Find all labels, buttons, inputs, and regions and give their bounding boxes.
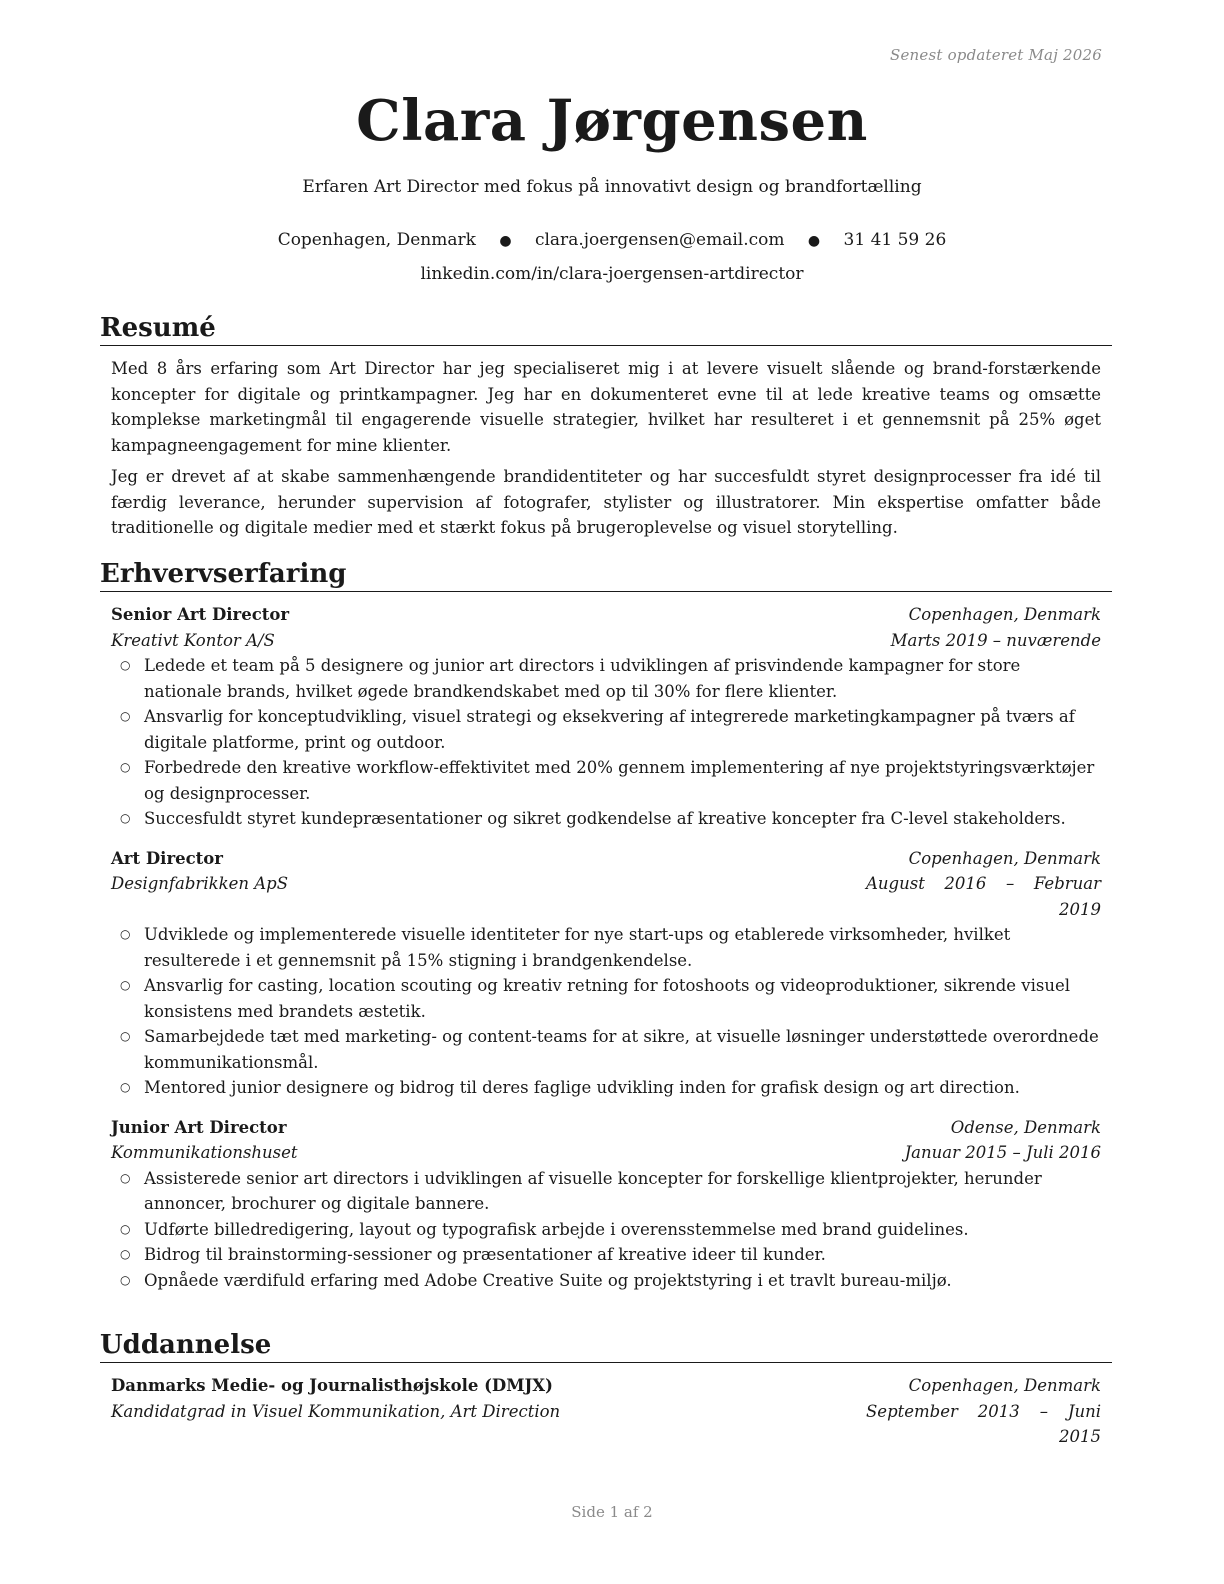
circle-bullet-icon: ○ (120, 760, 131, 774)
job-company: Designfabrikken ApS (111, 874, 289, 893)
job-entry (111, 602, 1101, 832)
contact-location: Copenhagen, Denmark (277, 230, 476, 250)
list-item: ○ Succesfuldt styret kundepræsentationer og sikret godkendelse af kreative koncepter fra C-level stakeholders. (111, 806, 1101, 832)
circle-bullet-icon: ○ (120, 811, 131, 825)
contact-phone: 31 41 59 26 (843, 230, 947, 250)
job-location: Copenhagen, Denmark (908, 605, 1101, 624)
job-dates: August 2016 – Februar 2019 (866, 874, 1101, 919)
circle-bullet-icon: ○ (120, 1029, 131, 1043)
school-name: Danmarks Medie- og Journalisthøjskole (DMJX) (111, 1376, 553, 1395)
circle-bullet-icon: ○ (120, 658, 131, 672)
candidate-name: Clara Jørgensen (356, 88, 868, 154)
job-dates: Marts 2019 – nuværende (890, 630, 1101, 650)
job-entry (111, 846, 1101, 1101)
list-item: ○ Bidrog til brainstorming-sessioner og præsentationer af kreative ideer til kunder. (111, 1242, 1101, 1268)
job-bullets (111, 1166, 1101, 1294)
job-company: Kommunikationshuset (111, 1143, 298, 1162)
tagline: Erfaren Art Director med fokus på innovativt design og brandfortælling (302, 177, 922, 197)
education-dates: September 2013 – Juni 2015 (866, 1401, 1101, 1446)
list-item: ○ Udviklede og implementerede visuelle identiteter for nye start-ups og etablerede virksomheder, hvilket resulterede i et gennemsnit på 15% stigning i brandgenkendelse. (111, 922, 1101, 973)
list-item: ○ Opnåede værdifuld erfaring med Adobe Creative Suite og projektstyring i et travlt bureau-miljø. (111, 1268, 1101, 1294)
list-item: ○ Samarbejdede tæt med marketing- og content-teams for at sikre, at visuelle løsninger understøttede overordnede kommunikationsmål. (111, 1024, 1101, 1075)
job-location: Copenhagen, Denmark (908, 848, 1101, 868)
circle-bullet-icon: ○ (120, 1170, 131, 1185)
education-section (100, 1329, 1112, 1464)
bullet-separator-icon: ● (807, 233, 821, 249)
job-company: Kreativt Kontor A/S (111, 630, 275, 650)
contact-email[interactable]: clara.joergensen@email.com (534, 230, 785, 250)
section-title-education: Uddannelse (100, 1329, 1112, 1363)
contact-line (0, 227, 1224, 254)
list-item: ○ Assisterede senior art directors i udviklingen af visuelle koncepter for forskellige klientprojekter, herunder annoncer, brochurer og digitale bannere. (111, 1166, 1101, 1217)
job-bullets (111, 922, 1101, 1101)
degree: Kandidatgrad in Visuel Kommunikation, Art Direction (111, 1401, 561, 1421)
job-bullets (111, 653, 1101, 832)
bullet-separator-icon: ● (499, 233, 512, 249)
school-location: Copenhagen, Denmark (908, 1376, 1101, 1395)
circle-bullet-icon: ○ (120, 709, 131, 723)
page-number: Side 1 af 2 (571, 1503, 653, 1521)
circle-bullet-icon: ○ (120, 978, 131, 992)
section-title-summary: Resumé (100, 312, 1112, 346)
circle-bullet-icon: ○ (120, 1247, 131, 1261)
job-location: Odense, Denmark (950, 1117, 1101, 1137)
summary-paragraph: Med 8 års erfaring som Art Director har jeg specialiseret mig i at levere visuelt slående og brand-forstærkende koncepter for digitale og printkampagner. Jeg har en dokumenteret evne til at lede kreative teams og omsætte komplekse marketingmål til engagerende visuelle strategier, hvilket har resulteret i et gennemsnit på 25% øget kampagneengagement for mine klienter. (111, 359, 1101, 455)
job-title: Senior Art Director (111, 605, 290, 624)
list-item: ○ Udførte billedredigering, layout og typografisk arbejde i overensstemmelse med brand guidelines. (111, 1217, 1101, 1243)
list-item: ○ Forbedrede den kreative workflow-effektivitet med 20% gennem implementering af nye projektstyringsværktøjer og designprocesser. (111, 755, 1101, 806)
last-updated-note: Senest opdateret Maj 2026 (889, 46, 1102, 64)
circle-bullet-icon: ○ (120, 927, 131, 941)
section-title-experience: Erhvervserfaring (100, 558, 1112, 592)
experience-section (100, 558, 1112, 1307)
education-entry (111, 1373, 1101, 1450)
list-item: ○ Ansvarlig for casting, location scouting og kreativ retning for fotoshoots og videoproduktioner, sikrende visuel konsistens med brandets æstetik. (111, 973, 1101, 1024)
list-item: ○ Mentored junior designere og bidrog til deres faglige udvikling inden for grafisk design og art direction. (111, 1075, 1101, 1101)
linkedin-link[interactable]: linkedin.com/in/clara-joergensen-artdirector (420, 264, 804, 284)
list-item: ○ Ledede et team på 5 designere og junior art directors i udviklingen af prisvindende kampagner for store nationale brands, hvilket øgede brandkendskabet med op til 30% for flere klienter. (111, 653, 1101, 704)
summary-paragraph: Jeg er drevet af at skabe sammenhængende brandidentiteter og har succesfuldt styret designprocesser fra idé til færdig leverance, herunder supervision af fotografer, stylister og illustratorer. Min ekspertise omfatter både traditionelle og digitale medier med et stærkt fokus på brugeroplevelse og visuel storytelling. (111, 467, 1101, 537)
job-entry (111, 1115, 1101, 1294)
summary-section (100, 312, 1112, 547)
circle-bullet-icon: ○ (120, 1080, 131, 1094)
job-dates: Januar 2015 – Juli 2016 (904, 1143, 1101, 1162)
circle-bullet-icon: ○ (120, 1272, 131, 1287)
circle-bullet-icon: ○ (120, 1221, 131, 1236)
job-title: Art Director (111, 848, 223, 868)
job-title: Junior Art Director (111, 1117, 287, 1137)
list-item: ○ Ansvarlig for konceptudvikling, visuel strategi og eksekvering af integrerede marketingkampagner på tværs af digitale platforme, print og outdoor. (111, 704, 1101, 755)
